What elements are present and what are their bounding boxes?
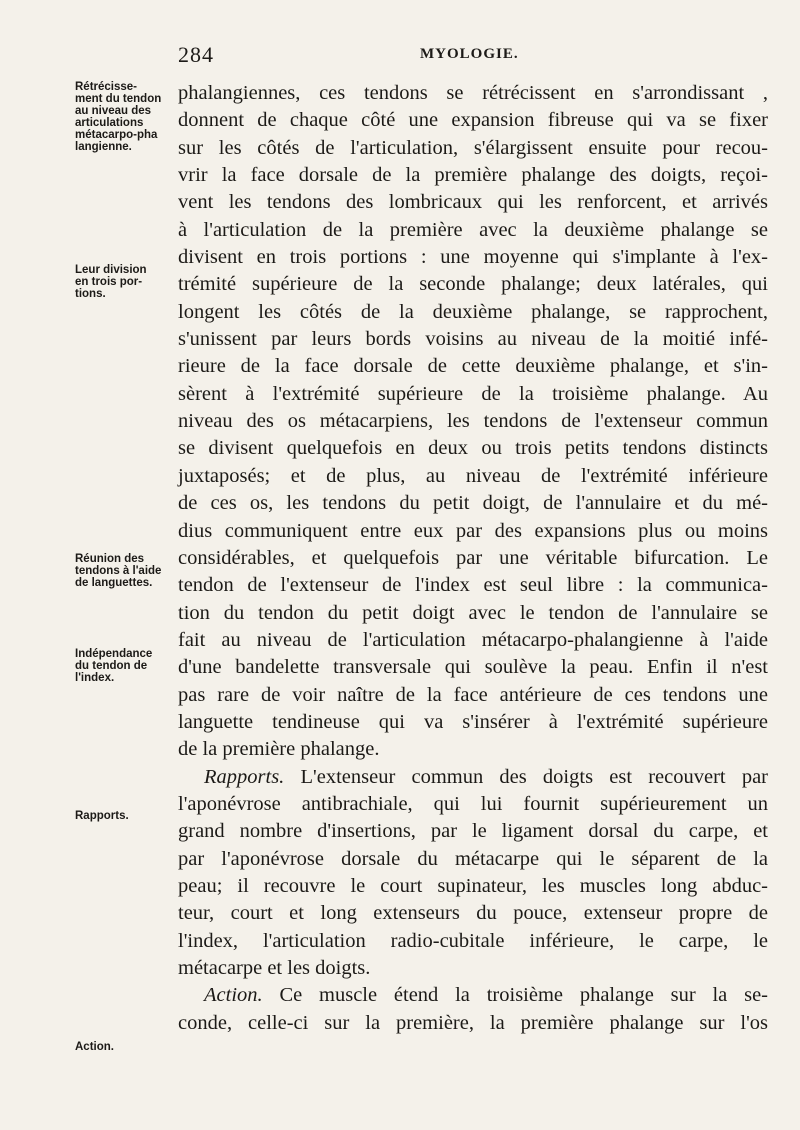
text-line: sèrent à l'extrémité supérieure de la troisième phalange. Au — [178, 382, 768, 405]
rapports-paragraph-first-line — [178, 764, 768, 791]
margin-note-independance: Indépendance du tendon de l'index. — [75, 648, 153, 684]
margin-note-reunion: Réunion des tendons à l'aide de languettes. — [75, 553, 162, 589]
text-line: l'aponévrose antibrachiale, qui lui fournit supérieurement un — [178, 792, 768, 815]
text-line: s'unissent par leurs bords voisins au niveau de la moitié infé- — [178, 328, 768, 351]
text-line: se divisent quelquefois en deux ou trois petits tendons distincts — [178, 437, 768, 460]
margin-note-division: Leur division en trois por- tions. — [75, 264, 147, 300]
action-line-text: Ce muscle étend la troisième phalange sur la se- — [262, 984, 768, 1007]
text-line: d'une bandelette transversale qui soulève la peau. Enfin il n'est — [178, 656, 768, 679]
text-line: vent les tendons des lombricaux qui les renforcent, et arrivés — [178, 191, 768, 214]
text-line: tendon de l'extenseur de l'index est seul libre : la communica- — [178, 574, 768, 597]
text-line: l'index, l'articulation radio-cubitale inférieure, le carpe, le — [178, 929, 768, 952]
rapports-heading: Rapports. — [204, 765, 285, 788]
text-line: niveau des os métacarpiens, les tendons de l'extenseur commun — [178, 410, 768, 433]
text-line: conde, celle-ci sur la première, la première phalange sur l'os — [178, 1011, 768, 1034]
running-title: MYOLOGIE. — [420, 46, 519, 62]
text-line: trémité supérieure de la seconde phalange; deux latérales, qui — [178, 273, 768, 296]
text-line: par l'aponévrose dorsale du métacarpe qui le séparent de la — [178, 847, 768, 870]
text-line: à l'articulation de la première avec la deuxième phalange se — [178, 218, 768, 241]
text-line: fait au niveau de l'articulation métacarpo-phalangienne à l'aide — [178, 628, 768, 651]
text-line: de ces os, les tendons du petit doigt, de l'annulaire et du mé- — [178, 492, 768, 515]
text-line: tion du tendon du petit doigt avec le tendon de l'annulaire se — [178, 601, 768, 624]
page-header — [178, 42, 768, 72]
text-line: juxtaposés; et de plus, au niveau de l'extrémité inférieure — [178, 464, 768, 487]
text-line: languette tendineuse qui va s'insérer à l'extrémité supérieure — [178, 710, 768, 733]
text-line: rieure de la face dorsale de cette deuxième phalange, et s'in- — [178, 355, 768, 378]
text-line: sur les côtés de l'articulation, s'élargissent ensuite pour recou- — [178, 136, 768, 159]
text-line: donnent de chaque côté une expansion fibreuse qui va se fixer — [178, 109, 768, 132]
margin-note-action: Action. — [75, 1041, 114, 1053]
text-line: peau; il recouvre le court supinateur, les muscles long abduc- — [178, 874, 768, 897]
text-line: de la première phalange. — [178, 738, 380, 761]
margin-note-retrecissement: Rétrécisse- ment du tendon au niveau des articulations métacarpo-pha langienne. — [75, 81, 162, 153]
action-paragraph-first-line — [178, 982, 768, 1009]
margin-note-rapports: Rapports. — [75, 810, 129, 822]
text-line: grand nombre d'insertions, par le ligament dorsal du carpe, et — [178, 820, 768, 843]
page-number: 284 — [178, 42, 214, 67]
rapports-line-text: L'extenseur commun des doigts est recouvert par — [284, 765, 768, 788]
text-line: phalangiennes, ces tendons se rétrécissent en s'arrondissant , — [178, 82, 768, 104]
text-line: vrir la face dorsale de la première phalange des doigts, reçoi- — [178, 164, 768, 187]
text-line: dius communiquent entre eux par des expansions plus ou moins — [178, 519, 768, 542]
text-line: métacarpe et les doigts. — [178, 957, 371, 979]
text-line: teur, court et long extenseurs du pouce, extenseur propre de — [178, 902, 768, 925]
text-line: pas rare de voir naître de la face antérieure de ces tendons une — [178, 683, 768, 706]
body-text — [178, 80, 768, 1037]
text-line: divisent en trois portions : une moyenne qui s'implante à l'ex- — [178, 246, 768, 269]
action-heading: Action. — [204, 984, 263, 1007]
text-line: longent les côtés de la deuxième phalange, se rapprochent, — [178, 300, 768, 323]
text-line: considérables, et quelquefois par une véritable bifurcation. Le — [178, 546, 768, 569]
